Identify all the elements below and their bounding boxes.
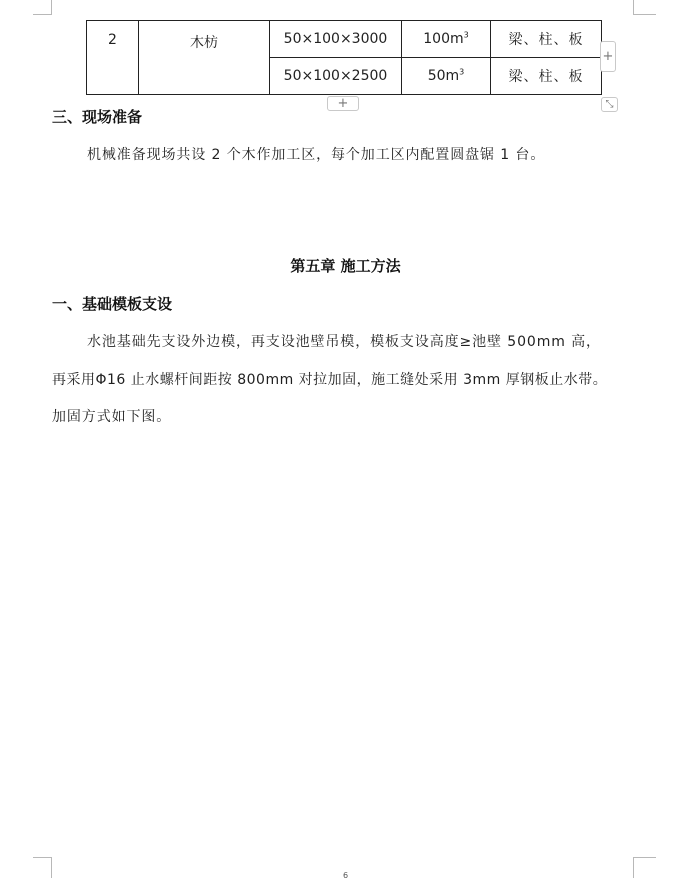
spec-cell[interactable]: 50×100×3000	[270, 21, 402, 58]
page-number: 6	[342, 871, 349, 880]
materials-table[interactable]	[86, 20, 602, 95]
crop-mark-top-right	[633, 0, 656, 15]
plus-icon: +	[337, 96, 349, 111]
unit-superscript: 3	[463, 30, 469, 40]
chapter-title: 第五章 施工方法	[290, 257, 401, 275]
crop-mark-top-left	[33, 0, 52, 15]
section-heading-foundation-formwork: 一、基础模板支设	[52, 295, 173, 313]
paragraph-line: 再采用Φ16 止水螺杆间距按 800mm 对拉加固，施工缝处采用 3mm 厚钢板止水带。	[52, 372, 608, 388]
section-heading-site-prep: 三、现场准备	[52, 108, 143, 126]
add-column-button[interactable]	[600, 41, 616, 72]
material-name-cell[interactable]: 木枋	[139, 21, 270, 95]
quantity-cell[interactable]	[402, 21, 491, 58]
row-number-cell[interactable]: 2	[87, 21, 139, 95]
usage-cell[interactable]: 梁、柱、板	[491, 58, 602, 95]
table-resize-handle[interactable]	[601, 97, 618, 112]
quantity-value: 100m	[423, 31, 464, 47]
resize-icon: ⤡	[605, 98, 614, 110]
paragraph-line: 水池基础先支设外边模，再支设池壁吊模，模板支设高度≥池壁 500mm 高，	[87, 334, 601, 350]
unit-superscript: 3	[459, 67, 465, 77]
usage-cell[interactable]: 梁、柱、板	[491, 21, 602, 58]
table-row	[87, 21, 602, 58]
quantity-cell[interactable]	[402, 58, 491, 95]
add-row-button[interactable]	[327, 96, 359, 111]
quantity-value: 50m	[427, 68, 460, 84]
spec-cell[interactable]: 50×100×2500	[270, 58, 402, 95]
plus-icon: +	[602, 49, 614, 64]
paragraph-line: 加固方式如下图。	[52, 409, 172, 425]
paragraph-site-prep: 机械准备现场共设 2 个木作加工区，每个加工区内配置圆盘锯 1 台。	[87, 147, 546, 163]
